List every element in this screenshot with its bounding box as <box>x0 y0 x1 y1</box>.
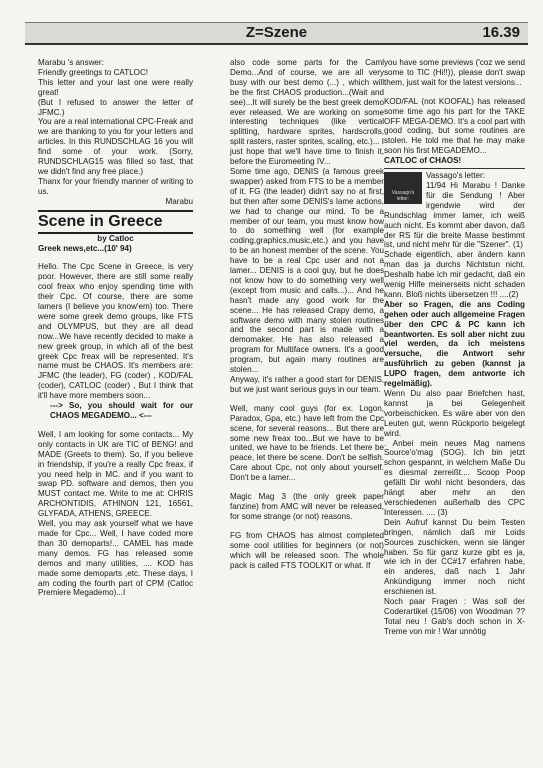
page <box>18 14 533 758</box>
letter-paragraph: Dein Aufruf kannst Du beim Testen bringen, nämlich daß mir Loids Sources zuschicken, wenn sie länger haben. So für ganz kurze gibt es ja, wie ich in der CC#17 erfahren habe, ein anderes, daß nach 1 Jahr Ankündigung immer noch nicht erschienen ist. <box>384 517 525 597</box>
letter-image-caption: Vassago's letter: <box>391 190 415 203</box>
answer-paragraph: (But I refused to answer the letter of JFMC.) <box>38 97 193 117</box>
letter-paragraph: Schade eigentlich, aber ändern kann man das ja durchs Nichtstun nicht. Deshalb habe ich mir gedacht, daß ein wenig Hilfe meinerseits nicht schaden kann. Bloß nichts übersetzen !!! ....(2) <box>384 250 525 299</box>
divider <box>384 168 525 169</box>
article-byline: by Catloc <box>97 233 134 243</box>
article-signoff: CATLOC of CHAOS! <box>384 156 462 166</box>
page-title: Z=Szene <box>245 24 308 41</box>
article-paragraph: also code some parts for the Caml Demo...And of course, we are all very busy with our best demo (...) , which will be the first CHAOS production...(Wait and see)...It will surely be the best greek demo ever released. We are working on some interesting techniques (like vertical splitting, hardware sprites, hardscrolls, split rasters, raster sprites, scaling, etc.)... I just hope that we'll have time to finish it, before the Euromeeting IV... <box>230 58 384 167</box>
answer-heading: Marabu 's answer: <box>38 58 104 67</box>
letter-paragraph: Aber so Fragen, die ans Coding gehen oder auch allgemeine Fragen über den CPC & PC kann ich beantworten. Es soll aber nicht zuu viel werden, da ich meistens versuche, die Antwort sehr ausführlich zu geben (kannst ja LUPO fragen, dem antworte ich regelmäßig). <box>384 299 525 389</box>
article-paragraph: Well, many cool guys (for ex. Logon, Paradox, Gpa, etc.) have left from the Cpc scene, for several reasons... But there are some new freax too...But we have to be united, we have to be friends. Let there be peace, let there be scene. Don't be selfish. Care about Cpc, not only about yourself. Don't be a lamer... <box>230 403 384 483</box>
letter-image <box>384 172 422 204</box>
column-3 <box>384 58 525 637</box>
article-paragraph: KOD/FAL (not KOOFAL) has released some time ago his part for the TAKE OFF MEGA-DEMO. It's a cool part with good coding, but some routines are stolen. He told me that he may make soon his first MEGADEMO... <box>384 96 525 156</box>
column-1 <box>38 58 193 598</box>
letter-paragraph: 11/94 Hi Marabu ! Danke für die Sendung ! Aber irgendwie wird der Rundschlag immer lamer, ich weiß auch nicht. Es kommt aber davon, daß der RS für die breite Masse bestimmt ist, und nicht mehr für die "Szener". (1) <box>384 180 525 250</box>
answer-paragraph: Thanx for your friendly manner of writing to us. <box>38 176 193 196</box>
letter-intro: Vassago's letter: <box>426 171 485 181</box>
article-paragraph: Some time ago, DENIS (a famous greek swapper) asked from FTS to be a member of it. FG (the leader) didn't say no at first, but then after some DENIS's lame actions, we had to change our mind. To be a member of our team, you must know how to do something well (for example coding,graphics,music,etc.) and you have to be an honest member of the scene. You have to be a real Cpc user and not a lamer... DENIS is a cool guy, but he does not know how to do something very well (except from music and calls...)... And he hasn't made any good work for the scene... He has released Crapy demo, a software demo with many stolen routines and the second part is made with a demomaker. He has also released a program for Multiface owners. It's a good program, but again many routines are stolen... <box>230 166 384 375</box>
answer-paragraph: This letter and your last one were really great! <box>38 77 193 97</box>
article-paragraph: Hello. The Cpc Scene in Greece, is very poor. However, there are still some really cool freax who enjoy spending time with their Cpc. Of course, there are some lamers (I believe you know'em) too. There were some greek demo groups, like FTS and OLYMPUS, but they are all dead now...We have recently decided to make a new greek group, in which all of the best greek Cpc freax will be represented. It's name must be CHAOS. It's members are: JFMC (the leader), FG (coder) , KOD/FAL (coder), CATLOC (coder) , But I think that it'll have more members soon... <box>38 262 193 401</box>
article-paragraph: FG from CHAOS has almost completed some cool utilities for beginners (or not) which will be released soon. The whole pack is called FTS TOOLKIT or what. If <box>230 530 384 570</box>
page-header <box>25 22 528 45</box>
letter-paragraph: Wenn Du also paar Briefchen hast, kannst ja bei Gelegenheit vorbeischicken. Es wäre aber von den Leuten gut, wenn Rückporto beigelegt wird. <box>384 389 525 438</box>
article-paragraph: Anyway, it's rather a good start for DENIS, but we just want serious guys in our team. <box>230 375 384 394</box>
article-subline: Greek news,etc...(10' 94) <box>38 243 132 253</box>
page-number: 16.39 <box>482 24 520 41</box>
column-2 <box>230 58 384 570</box>
article-paragraph: you have some previews ('coz we send some to TIC (Hi!!)), please don't swap them, just wait for the latest versions... <box>384 58 525 87</box>
answer-signature: Marabu <box>165 196 193 206</box>
article-paragraph: Well, I am looking for some contacts... My only contacts in UK are TIC of BENG! and MADE (Greets to them). So, if you believe in friendship, if you're a really Cpc freax, if you need help in MC. and if you want to swap PD. software and demos, then you MUST contact me. Write to me at: CHRIS ARCHONTIDIS, ATHINON 121, 16561, GLYFADA, ATHENS, GREECE. <box>38 429 193 519</box>
article-heading: Scene in Greece <box>38 210 193 234</box>
article-callout: ---> So, you should wait for our CHAOS MEGADEMO... <--- <box>50 401 193 420</box>
answer-paragraph: You are a real international CPC-Freak and we are thanking to you for your letters and articles. In this RUNDSCHLAG 16 you will find some of your work. (Sorry, RUNDSCHLAG15 was filled so fast, that we didn't find any free place.) <box>38 117 193 176</box>
letter-paragraph: . Anbei mein neues Mag namens Source'o'mag (SOG). Ich bin jetzt schon gespannt, in welchem Maße Du es diesmal zerreißt.... Scoop Poop gefällt Dir wohl nicht besonders, das hängt aber mehr an den verschiedenen außerhalb des CPC Interessen. .... (3) <box>384 438 525 517</box>
article-paragraph: Well, you may ask yourself what we have made for Cpc... Well, I have coded more than 30 demoparts!... CAMEL has made many demos. FG has released some demos and many utilities, .... KOD has made some demoparts ,etc. These days, I am coding the fourth part of CPM (Catloc Premiere Megademo)...I <box>38 519 193 598</box>
letter-paragraph: Noch paar Fragen : Was soll der Coderartikel (15/06) von Woodman ?? Total neu ! Gab's doch schon in X-Treme von mir ! War unnötig <box>384 597 525 636</box>
article-paragraph: Magic Mag 3 (the only greek paper fanzine) from AMC will never be released, for some strange (or not) reasons. <box>230 492 384 521</box>
answer-paragraph: Friendly greetings to CATLOC! <box>38 67 149 77</box>
